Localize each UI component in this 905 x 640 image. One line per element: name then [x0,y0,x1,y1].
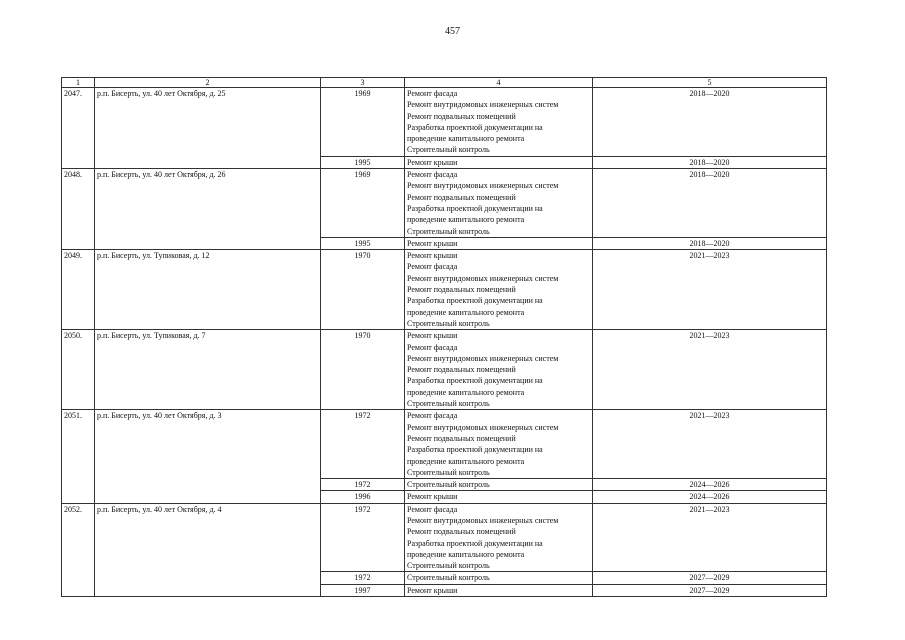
repair-work-item: Ремонт внутридомовых инженерных систем [407,181,559,191]
entry-address: р.п. Бисерть, ул. Тупиковая, д. 12 [95,250,321,330]
repair-work-item: Ремонт внутридомовых инженерных систем [407,422,559,432]
header-cell: 5 [593,78,827,88]
header-cell: 3 [321,78,405,88]
entry-address: р.п. Бисерть, ул. 40 лет Октября, д. 3 [95,410,321,503]
build-year: 1970 [321,330,405,410]
repair-work-item: Ремонт подвальных помещений [407,365,516,375]
repair-work-item: Ремонт крыши [407,585,458,595]
repair-work-item: проведение капитального ремонта [407,215,525,225]
repair-work-item: Строительный контроль [407,573,490,583]
repair-work-item: Строительный контроль [407,467,490,477]
repair-work-item: Ремонт подвальных помещений [407,527,516,537]
repair-work-item: Ремонт внутридомовых инженерных систем [407,273,559,283]
repair-period: 2024—2026 [593,491,827,503]
build-year: 1995 [321,156,405,168]
entry-number: 2052. [62,503,95,596]
repair-work-item: проведение капитального ремонта [407,134,525,144]
repair-work-item: Строительный контроль [407,145,490,155]
repair-work-item: Ремонт фасада [407,89,458,98]
repair-work-item: Ремонт фасада [407,411,458,421]
build-year: 1995 [321,237,405,249]
repair-work-item: Строительный контроль [407,226,490,236]
repair-work-item: Разработка проектной документации на [407,376,543,386]
repair-work-item: Строительный контроль [407,561,490,571]
repair-work-item: Разработка проектной документации на [407,445,543,455]
build-year: 1969 [321,88,405,157]
entry-number: 2047. [62,88,95,169]
repair-period: 2027—2029 [593,584,827,596]
repair-work-item: Ремонт фасада [407,262,458,272]
build-year: 1969 [321,169,405,238]
repair-work-item: Строительный контроль [407,318,490,328]
entry-number: 2049. [62,250,95,330]
capital-repair-table [61,77,827,597]
repair-period: 2021—2023 [593,330,827,410]
repair-works [405,88,593,157]
entry-address: р.п. Бисерть, ул. 40 лет Октября, д. 25 [95,88,321,169]
table-body [62,88,827,597]
header-cell: 2 [95,78,321,88]
repair-work-item: проведение капитального ремонта [407,387,525,397]
repair-works [405,169,593,238]
repair-work-item: проведение капитального ремонта [407,456,525,466]
repair-works [405,330,593,410]
build-year: 1972 [321,572,405,584]
table-row [62,169,827,238]
header-row [62,78,827,88]
repair-works [405,584,593,596]
repair-period: 2021—2023 [593,410,827,479]
repair-period: 2021—2023 [593,250,827,330]
repair-work-item: проведение капитального ремонта [407,549,525,559]
repair-work-item: Ремонт фасада [407,342,458,352]
build-year: 1972 [321,410,405,479]
repair-work-item: Ремонт крыши [407,238,458,248]
repair-works [405,410,593,479]
repair-work-item: Ремонт подвальных помещений [407,192,516,202]
repair-period: 2027—2029 [593,572,827,584]
table-row [62,410,827,479]
repair-period: 2018—2020 [593,88,827,157]
repair-work-item: Ремонт крыши [407,331,458,341]
header-cell: 1 [62,78,95,88]
repair-work-item: Строительный контроль [407,480,490,490]
repair-work-item: Ремонт подвальных помещений [407,433,516,443]
repair-works [405,491,593,503]
repair-work-item: Разработка проектной документации на [407,296,543,306]
table-row [62,88,827,157]
repair-work-item: Ремонт внутридомовых инженерных систем [407,515,559,525]
repair-works [405,250,593,330]
repair-work-item: Ремонт внутридомовых инженерных систем [407,100,559,110]
build-year: 1972 [321,503,405,572]
table-row [62,250,827,330]
build-year: 1996 [321,491,405,503]
repair-period: 2021—2023 [593,503,827,572]
repair-works [405,237,593,249]
entry-address: р.п. Бисерть, ул. 40 лет Октября, д. 26 [95,169,321,250]
repair-work-item: проведение капитального ремонта [407,307,525,317]
repair-work-item: Ремонт подвальных помещений [407,285,516,295]
entry-address: р.п. Бисерть, ул. 40 лет Октября, д. 4 [95,503,321,596]
entry-number: 2051. [62,410,95,503]
build-year: 1970 [321,250,405,330]
table-row [62,330,827,410]
repair-work-item: Ремонт крыши [407,251,458,261]
entry-number: 2048. [62,169,95,250]
build-year: 1997 [321,584,405,596]
repair-period: 2024—2026 [593,479,827,491]
entry-address: р.п. Бисерть, ул. Тупиковая, д. 7 [95,330,321,410]
repair-work-item: Строительный контроль [407,399,490,409]
repair-works [405,156,593,168]
repair-work-item: Ремонт фасада [407,170,458,180]
header-cell: 4 [405,78,593,88]
page-number: 457 [445,26,460,37]
repair-work-item: Разработка проектной документации на [407,122,543,132]
repair-work-item: Ремонт крыши [407,492,458,502]
repair-works [405,479,593,491]
repair-work-item: Ремонт фасада [407,504,458,514]
repair-work-item: Ремонт крыши [407,157,458,167]
entry-number: 2050. [62,330,95,410]
repair-period: 2018—2020 [593,156,827,168]
build-year: 1972 [321,479,405,491]
repair-work-item: Разработка проектной документации на [407,203,543,213]
repair-work-item: Ремонт внутридомовых инженерных систем [407,353,559,363]
repair-work-item: Разработка проектной документации на [407,538,543,548]
repair-period: 2018—2020 [593,237,827,249]
repair-works [405,503,593,572]
repair-works [405,572,593,584]
repair-work-item: Ремонт подвальных помещений [407,111,516,121]
table-row [62,503,827,572]
repair-period: 2018—2020 [593,169,827,238]
